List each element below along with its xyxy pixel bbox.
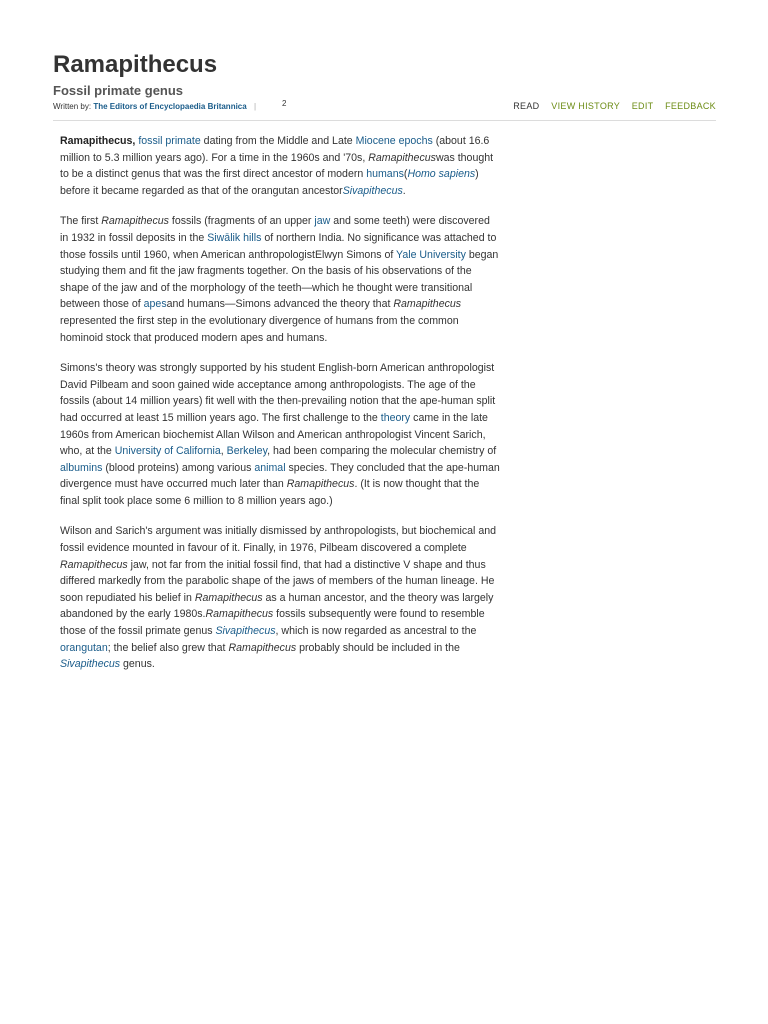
link-yale-university[interactable]: Yale University xyxy=(396,248,466,261)
link-humans[interactable]: humans xyxy=(366,168,404,181)
link-apes[interactable]: apes xyxy=(143,298,167,311)
genus-name: Ramapithecus xyxy=(194,591,263,604)
link-primate[interactable]: primate xyxy=(165,135,201,147)
page-title: Ramapithecus xyxy=(53,51,218,78)
genus-name: Ramapithecus xyxy=(60,558,128,571)
byline xyxy=(53,101,256,113)
byline-prefix: Written by: xyxy=(53,102,92,111)
link-theory[interactable]: theory xyxy=(380,411,411,424)
contributor-count[interactable]: 2 xyxy=(282,99,287,108)
link-orangutan[interactable]: orangutan xyxy=(60,641,108,654)
genus-name: Ramapithecus xyxy=(101,215,169,228)
link-berkeley[interactable]: Berkeley xyxy=(226,445,268,458)
link-university-of-california[interactable]: University of California xyxy=(114,445,221,458)
paragraph-1 xyxy=(60,133,500,199)
link-sivapithecus[interactable]: Sivapithecus xyxy=(215,625,276,638)
text: ( xyxy=(403,168,408,181)
genus-name: Ramapithecus xyxy=(205,608,274,621)
text: probably should be included in the xyxy=(296,641,460,654)
text: . xyxy=(402,184,406,197)
link-siwalik-hills[interactable]: Siwālik hills xyxy=(207,231,262,244)
genus-name: Ramapithecus xyxy=(228,641,297,654)
page-subtitle: Fossil primate genus xyxy=(53,83,184,98)
paragraph-3 xyxy=(60,360,500,509)
text: and some teeth) were discovered in 1932 in fossil deposits in the xyxy=(60,215,490,244)
read-tab[interactable]: READ xyxy=(513,101,540,111)
text: came in the late 1960s from American biochemist Allan Wilson and American anthropologist Vincent Sarich, who, at the xyxy=(60,411,488,458)
text: dating from the Middle and Late xyxy=(200,135,356,147)
lead-term: Ramapithecus, xyxy=(60,135,136,147)
text: ) before it became regarded as that of the orangutan ancestor xyxy=(60,168,479,197)
text: , had been comparing the molecular chemistry of xyxy=(267,445,497,458)
edit-link[interactable]: EDIT xyxy=(631,101,654,111)
text: was thought to be a distinct genus that was the first direct ancestor of modern xyxy=(60,151,494,181)
text: (blood proteins) among various xyxy=(102,461,255,474)
genus-name: Ramapithecus xyxy=(286,478,355,491)
text: fossils (fragments of an upper xyxy=(168,215,315,228)
link-homo-sapiens[interactable]: Homo sapiens xyxy=(407,168,476,181)
link-jaw[interactable]: jaw xyxy=(314,215,331,228)
text: represented the first step in the evolutionary divergence of humans from the common hominoid stock that produced modern apes and humans. xyxy=(60,314,459,344)
text: of northern India. No significance was attached to those fossils until 1960, when American anthropologistElwyn Simons of xyxy=(60,231,497,261)
text: . (It is now thought that the final split took place some 6 million to 8 million years ago.) xyxy=(60,478,480,507)
feedback-link[interactable]: FEEDBACK xyxy=(665,101,716,111)
text: (about 16.6 million to 5.3 million years ago). For a time in the 1960s and '70s, xyxy=(60,135,490,164)
genus-name: Ramapithecus xyxy=(368,151,436,164)
text: fossils subsequently were found to resemble those of the fossil primate genus xyxy=(60,608,485,638)
link-sivapithecus[interactable]: Sivapithecus xyxy=(60,658,121,671)
header-divider xyxy=(53,120,716,121)
paragraph-4 xyxy=(60,523,500,672)
article-header xyxy=(53,50,716,99)
text: and humans—Simons advanced the theory that xyxy=(166,298,394,311)
link-sivapithecus[interactable]: Sivapithecus xyxy=(342,184,403,197)
author-link[interactable]: The Editors of Encyclopaedia Britannica xyxy=(93,102,247,111)
text: genus. xyxy=(120,658,155,671)
text: jaw, not far from the initial fossil find, that had a distinctive V shape and thus differed markedly from the parabolic shape of the jaws of members of the human lineage. He soon repudiated his belief in xyxy=(60,558,495,604)
text: Wilson and Sarich's argument was initially dismissed by anthropologists, but biochemical and fossil evidence mounted in favour of it. Finally, in 1976, Pilbeam discovered a complete xyxy=(60,525,496,555)
genus-name: Ramapithecus xyxy=(393,298,462,311)
text: ; the belief also grew that xyxy=(107,641,229,654)
paragraph-2 xyxy=(60,213,500,346)
text: as a human ancestor, and the theory was largely abandoned by the early 1980s. xyxy=(60,591,494,621)
link-miocene-epochs[interactable]: Miocene epochs xyxy=(355,135,433,147)
view-history-link[interactable]: VIEW HISTORY xyxy=(551,101,620,111)
link-fossil[interactable]: fossil xyxy=(138,135,163,147)
link-animal[interactable]: animal xyxy=(254,461,286,474)
text: The first xyxy=(60,215,102,228)
text: , xyxy=(220,445,227,458)
link-albumins[interactable]: albumins xyxy=(60,461,103,474)
text: Simons's theory was strongly supported by his student English-born American anthropologist David Pilbeam and soon gained wide acceptance among anthropologists. The age of the fossils (about 14 million years) fit well with the then-prevailing notion that the ape-human split had occurred at least 15 million years ago. The first challenge to the xyxy=(60,362,496,424)
text: species. They concluded that the ape-human divergence must have occurred much later than xyxy=(60,461,500,491)
article-actions xyxy=(504,101,716,111)
text: , which is now regarded as ancestral to the xyxy=(275,625,477,638)
article-body xyxy=(60,133,500,687)
text: began studying them and fit the jaw fragments together. On the basis of his observations of the shape of the jaw and of the morphology of the teeth—which he thought were transitional between those of xyxy=(60,248,499,311)
byline-separator: | xyxy=(253,102,257,111)
